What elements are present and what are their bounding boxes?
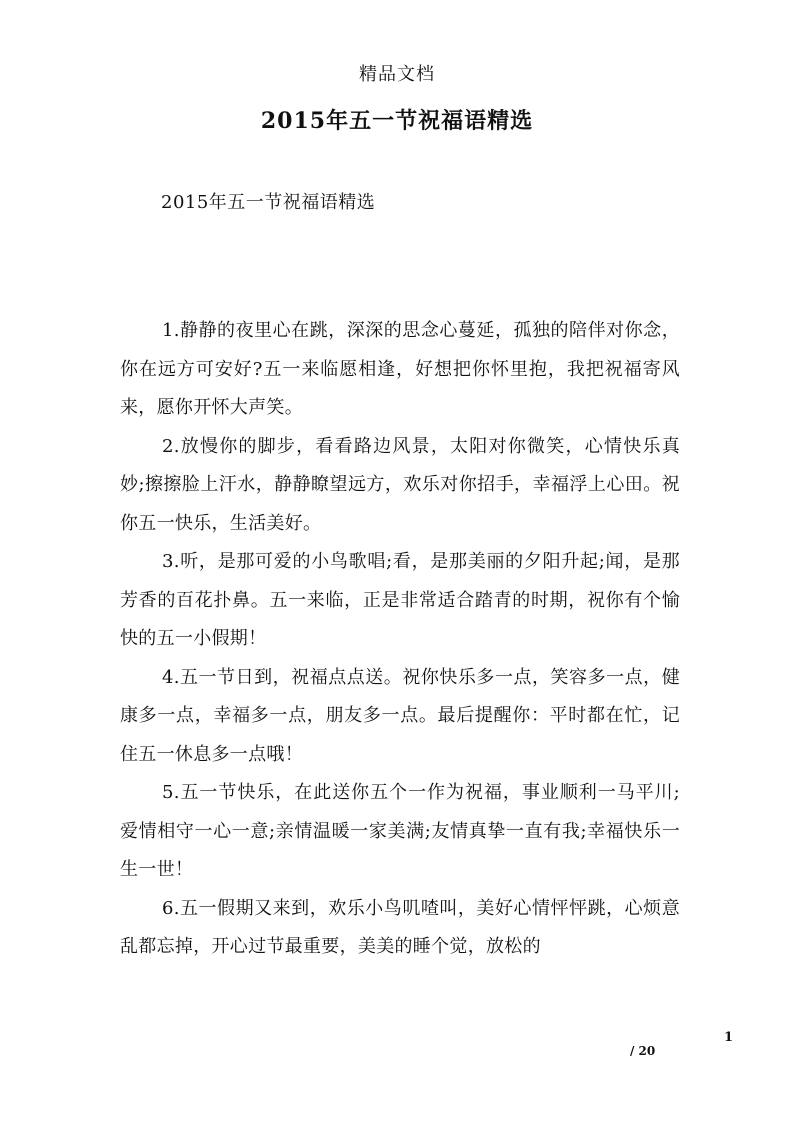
- paragraph-5: 5.五一节快乐，在此送你五个一作为祝福，事业顺利一马平川;爱情相守一心一意;亲情温暖一家美满;友情真挚一直有我;幸福快乐一生一世！: [120, 782, 680, 880]
- document-title: 2015年五一节祝福语精选: [260, 108, 534, 134]
- document-header: 精品文档: [359, 64, 435, 85]
- page-number: 1: [724, 1030, 734, 1045]
- paragraph-2: 2.放慢你的脚步，看看路边风景，太阳对你微笑，心情快乐真妙;擦擦脸上汗水，静静瞭望远方，欢乐对你招手，幸福浮上心田。祝你五一快乐，生活美好。: [120, 435, 680, 534]
- paragraph-3: 3.听，是那可爱的小鸟歌唱;看，是那美丽的夕阳升起;闻，是那芳香的百花扑鼻。五一来临，正是非常适合踏青的时期，祝你有个愉快的五一小假期！: [120, 551, 680, 649]
- paragraph-4: 4.五一节日到，祝福点点送。祝你快乐多一点，笑容多一点，健康多一点，幸福多一点，朋友多一点。最后提醒你：平时都在忙，记住五一休息多一点哦！: [120, 666, 680, 765]
- paragraph-6: 6.五一假期又来到，欢乐小鸟叽喳叫，美好心情怦怦跳，心烦意乱都忘掉，开心过节最重要，美美的睡个觉，放松的: [120, 897, 680, 957]
- document-subtitle: 2015年五一节祝福语精选: [161, 192, 376, 213]
- document-body: [120, 312, 680, 967]
- paragraph-1: 1.静静的夜里心在跳，深深的思念心蔓延，孤独的陪伴对你念，你在远方可安好?五一来临愿相逢，好想把你怀里抱，我把祝福寄风来，愿你开怀大声笑。: [120, 320, 680, 418]
- page-total: / 20: [630, 1044, 656, 1058]
